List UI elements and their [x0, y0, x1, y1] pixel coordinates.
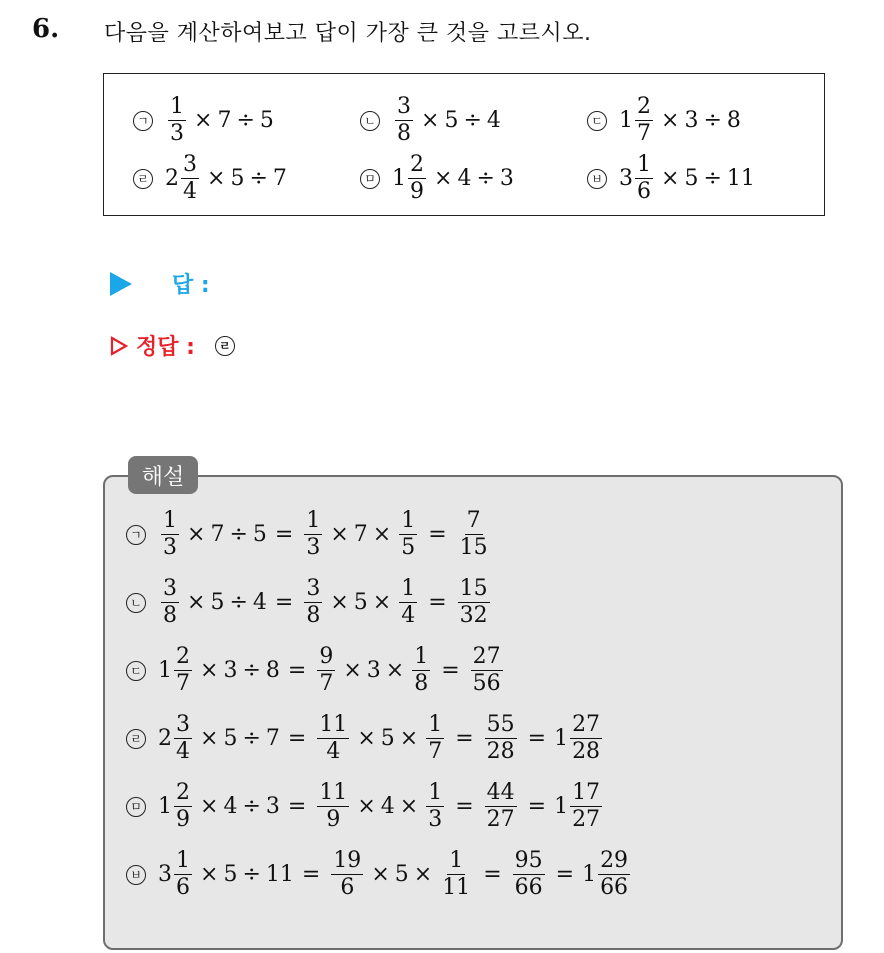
number: 4 [252, 590, 267, 615]
equals-sign: = [527, 794, 547, 819]
denominator: 8 [163, 603, 177, 628]
equals-sign: = [555, 862, 575, 887]
numerator: 1 [414, 644, 429, 669]
fraction [161, 578, 179, 627]
number: 5 [252, 522, 267, 547]
choice-mark: ㄴ [360, 111, 380, 131]
denominator: 6 [176, 875, 190, 900]
whole-number: 2 [165, 166, 179, 191]
fraction [168, 96, 186, 145]
solution-line [126, 850, 633, 899]
denominator: 32 [459, 603, 488, 628]
numerator: 19 [333, 848, 362, 873]
fraction [471, 646, 503, 695]
solution-mark: ㄱ [126, 525, 146, 545]
solution-mark: ㄷ [126, 661, 146, 681]
operator: × [357, 726, 376, 751]
choice-mark: ㅂ [587, 169, 607, 189]
question-text: 다음을 계산하여보고 답이 가장 큰 것을 고르시오. [104, 21, 592, 46]
number: 4 [486, 108, 501, 133]
equals-sign: = [455, 726, 474, 751]
equals-sign: = [287, 658, 307, 683]
operator: × [399, 794, 419, 819]
solution-line [126, 782, 605, 831]
whole-number: 1 [554, 726, 569, 751]
equals-sign: = [428, 590, 447, 615]
operator: × [200, 794, 219, 819]
fraction [440, 850, 472, 899]
answer-row [110, 268, 210, 299]
operator: × [187, 522, 206, 547]
number: 5 [230, 166, 245, 191]
denominator: 3 [170, 121, 184, 146]
numerator: 3 [163, 576, 177, 601]
equals-sign: = [287, 726, 307, 751]
operator: ÷ [249, 166, 268, 191]
numerator: 3 [397, 94, 411, 119]
solution-mark: ㅁ [126, 797, 146, 817]
number: 5 [353, 590, 368, 615]
answer-label: 답 : [172, 273, 210, 298]
denominator: 7 [637, 121, 651, 146]
solution-line [126, 646, 506, 695]
numerator: 55 [486, 712, 515, 737]
fraction [598, 850, 630, 899]
number: 5 [210, 590, 225, 615]
denominator: 56 [472, 671, 501, 696]
denominator: 27 [572, 807, 601, 832]
correct-answer-row [110, 330, 247, 361]
denominator: 8 [414, 671, 429, 696]
operator: × [207, 166, 226, 191]
denominator: 3 [163, 535, 177, 560]
numerator: 7 [466, 508, 481, 533]
whole-number: 1 [392, 166, 406, 191]
equals-sign: = [527, 726, 547, 751]
fraction [174, 850, 192, 899]
denominator: 8 [397, 121, 411, 146]
operator: × [187, 590, 206, 615]
numerator: 1 [637, 152, 651, 177]
choice-item [133, 96, 274, 145]
whole-number: 3 [158, 862, 172, 887]
equals-sign: = [287, 794, 307, 819]
equals-sign: = [301, 862, 321, 887]
whole-number: 1 [158, 658, 172, 683]
denominator: 3 [428, 807, 443, 832]
whole-number: 1 [619, 108, 633, 133]
operator: ÷ [236, 108, 255, 133]
fraction [408, 154, 426, 203]
whole-number: 1 [158, 794, 172, 819]
numerator: 2 [176, 644, 190, 669]
choice-item [360, 96, 501, 145]
number: 8 [726, 108, 741, 133]
operator: × [385, 658, 405, 683]
operator: × [200, 658, 219, 683]
number: 3 [265, 794, 280, 819]
fraction [412, 646, 430, 695]
fraction [304, 510, 322, 559]
operator: ÷ [229, 522, 248, 547]
denominator: 6 [637, 179, 651, 204]
numerator: 95 [514, 848, 543, 873]
number: 5 [259, 108, 274, 133]
operator: × [343, 658, 362, 683]
fraction [485, 714, 517, 763]
solution-mark: ㄹ [126, 729, 146, 749]
denominator: 66 [514, 875, 543, 900]
denominator: 7 [428, 739, 443, 764]
number: 11 [726, 166, 755, 191]
number: 5 [380, 726, 395, 751]
number: 5 [223, 862, 238, 887]
fraction [317, 646, 335, 695]
number: 5 [684, 166, 699, 191]
fraction [570, 714, 602, 763]
operator: × [372, 522, 392, 547]
fraction [174, 646, 192, 695]
number: 7 [265, 726, 280, 751]
numerator: 11 [319, 780, 348, 805]
number: 11 [265, 862, 294, 887]
whole-number: 1 [554, 794, 569, 819]
operator: ÷ [229, 590, 248, 615]
number: 5 [444, 108, 459, 133]
number: 5 [223, 726, 238, 751]
whole-number: 3 [619, 166, 633, 191]
denominator: 66 [600, 875, 629, 900]
number: 7 [210, 522, 225, 547]
denominator: 11 [442, 875, 471, 900]
numerator: 44 [486, 780, 515, 805]
fraction [635, 96, 653, 145]
equals-sign: = [455, 794, 474, 819]
operator: × [372, 590, 392, 615]
denominator: 9 [410, 179, 424, 204]
denominator: 28 [572, 739, 601, 764]
fraction [304, 578, 322, 627]
choice-item [587, 96, 741, 145]
number: 4 [380, 794, 395, 819]
solution-line [126, 578, 493, 627]
numerator: 3 [306, 576, 321, 601]
solution-mark: ㄴ [126, 593, 146, 613]
numerator: 1 [163, 508, 177, 533]
fraction [331, 850, 363, 899]
operator: × [200, 726, 219, 751]
correct-answer-mark: ㄹ [215, 336, 235, 356]
number: 7 [353, 522, 368, 547]
number: 5 [394, 862, 409, 887]
denominator: 28 [486, 739, 515, 764]
fraction [426, 782, 444, 831]
solution-mark: ㅂ [126, 865, 146, 885]
numerator: 1 [428, 712, 443, 737]
correct-answer-label: 정답 : [136, 335, 195, 360]
fraction [458, 510, 490, 559]
denominator: 9 [326, 807, 341, 832]
fraction [570, 782, 602, 831]
operator: ÷ [463, 108, 482, 133]
triangle-outline-icon [110, 336, 128, 356]
fraction [174, 714, 192, 763]
denominator: 5 [401, 535, 416, 560]
solution-tag: 해설 [128, 456, 198, 494]
question-number: 6. [32, 14, 60, 44]
operator: × [661, 108, 680, 133]
operator: × [434, 166, 453, 191]
operator: × [194, 108, 213, 133]
fraction [399, 578, 417, 627]
numerator: 3 [176, 712, 190, 737]
number: 8 [265, 658, 280, 683]
operator: ÷ [703, 108, 722, 133]
equals-sign: = [441, 658, 460, 683]
operator: ÷ [242, 658, 261, 683]
number: 4 [223, 794, 238, 819]
numerator: 11 [319, 712, 348, 737]
fraction [635, 154, 653, 203]
numerator: 29 [600, 848, 629, 873]
operator: ÷ [242, 794, 261, 819]
whole-number: 1 [582, 862, 597, 887]
numerator: 27 [572, 712, 601, 737]
choice-item [133, 154, 287, 203]
number: 4 [457, 166, 472, 191]
operator: × [330, 590, 349, 615]
operator: ÷ [476, 166, 495, 191]
denominator: 7 [176, 671, 190, 696]
denominator: 27 [486, 807, 515, 832]
operator: × [357, 794, 376, 819]
choice-item [587, 154, 755, 203]
whole-number: 2 [158, 726, 172, 751]
number: 3 [223, 658, 238, 683]
denominator: 4 [183, 179, 197, 204]
choice-mark: ㄱ [133, 111, 153, 131]
fraction [317, 714, 349, 763]
denominator: 8 [306, 603, 321, 628]
numerator: 27 [472, 644, 501, 669]
equals-sign: = [274, 522, 294, 547]
fraction [426, 714, 444, 763]
denominator: 6 [340, 875, 355, 900]
operator: ÷ [242, 726, 261, 751]
number: 7 [272, 166, 287, 191]
numerator: 2 [637, 94, 651, 119]
choice-mark: ㅁ [360, 169, 380, 189]
numerator: 1 [176, 848, 190, 873]
number: 3 [684, 108, 699, 133]
number: 7 [217, 108, 232, 133]
numerator: 1 [306, 508, 321, 533]
fraction [513, 850, 545, 899]
equals-sign: = [428, 522, 447, 547]
denominator: 7 [319, 671, 334, 696]
choice-mark: ㄷ [587, 111, 607, 131]
numerator: 9 [319, 644, 334, 669]
choice-mark: ㄹ [133, 169, 153, 189]
operator: × [330, 522, 349, 547]
denominator: 9 [176, 807, 190, 832]
fraction [458, 578, 490, 627]
numerator: 2 [176, 780, 190, 805]
denominator: 3 [306, 535, 321, 560]
operator: × [371, 862, 390, 887]
choice-item [360, 154, 514, 203]
operator: ÷ [242, 862, 261, 887]
denominator: 4 [176, 739, 190, 764]
denominator: 15 [459, 535, 488, 560]
numerator: 1 [170, 94, 184, 119]
fraction [399, 510, 417, 559]
numerator: 17 [572, 780, 601, 805]
numerator: 1 [449, 848, 464, 873]
numerator: 3 [183, 152, 197, 177]
operator: × [421, 108, 440, 133]
denominator: 4 [401, 603, 416, 628]
fraction [485, 782, 517, 831]
number: 3 [499, 166, 514, 191]
equals-sign: = [483, 862, 502, 887]
fraction [317, 782, 349, 831]
numerator: 2 [410, 152, 424, 177]
solution-line [126, 510, 493, 559]
denominator: 4 [326, 739, 341, 764]
operator: ÷ [703, 166, 722, 191]
fraction [174, 782, 192, 831]
equals-sign: = [274, 590, 294, 615]
number: 3 [366, 658, 381, 683]
operator: × [413, 862, 433, 887]
operator: × [399, 726, 419, 751]
fraction [161, 510, 179, 559]
numerator: 1 [401, 508, 416, 533]
solution-line [126, 714, 605, 763]
operator: × [200, 862, 219, 887]
operator: × [661, 166, 680, 191]
numerator: 15 [459, 576, 488, 601]
fraction [395, 96, 413, 145]
numerator: 1 [428, 780, 443, 805]
numerator: 1 [401, 576, 416, 601]
fraction [181, 154, 199, 203]
triangle-filled-icon [110, 272, 132, 296]
